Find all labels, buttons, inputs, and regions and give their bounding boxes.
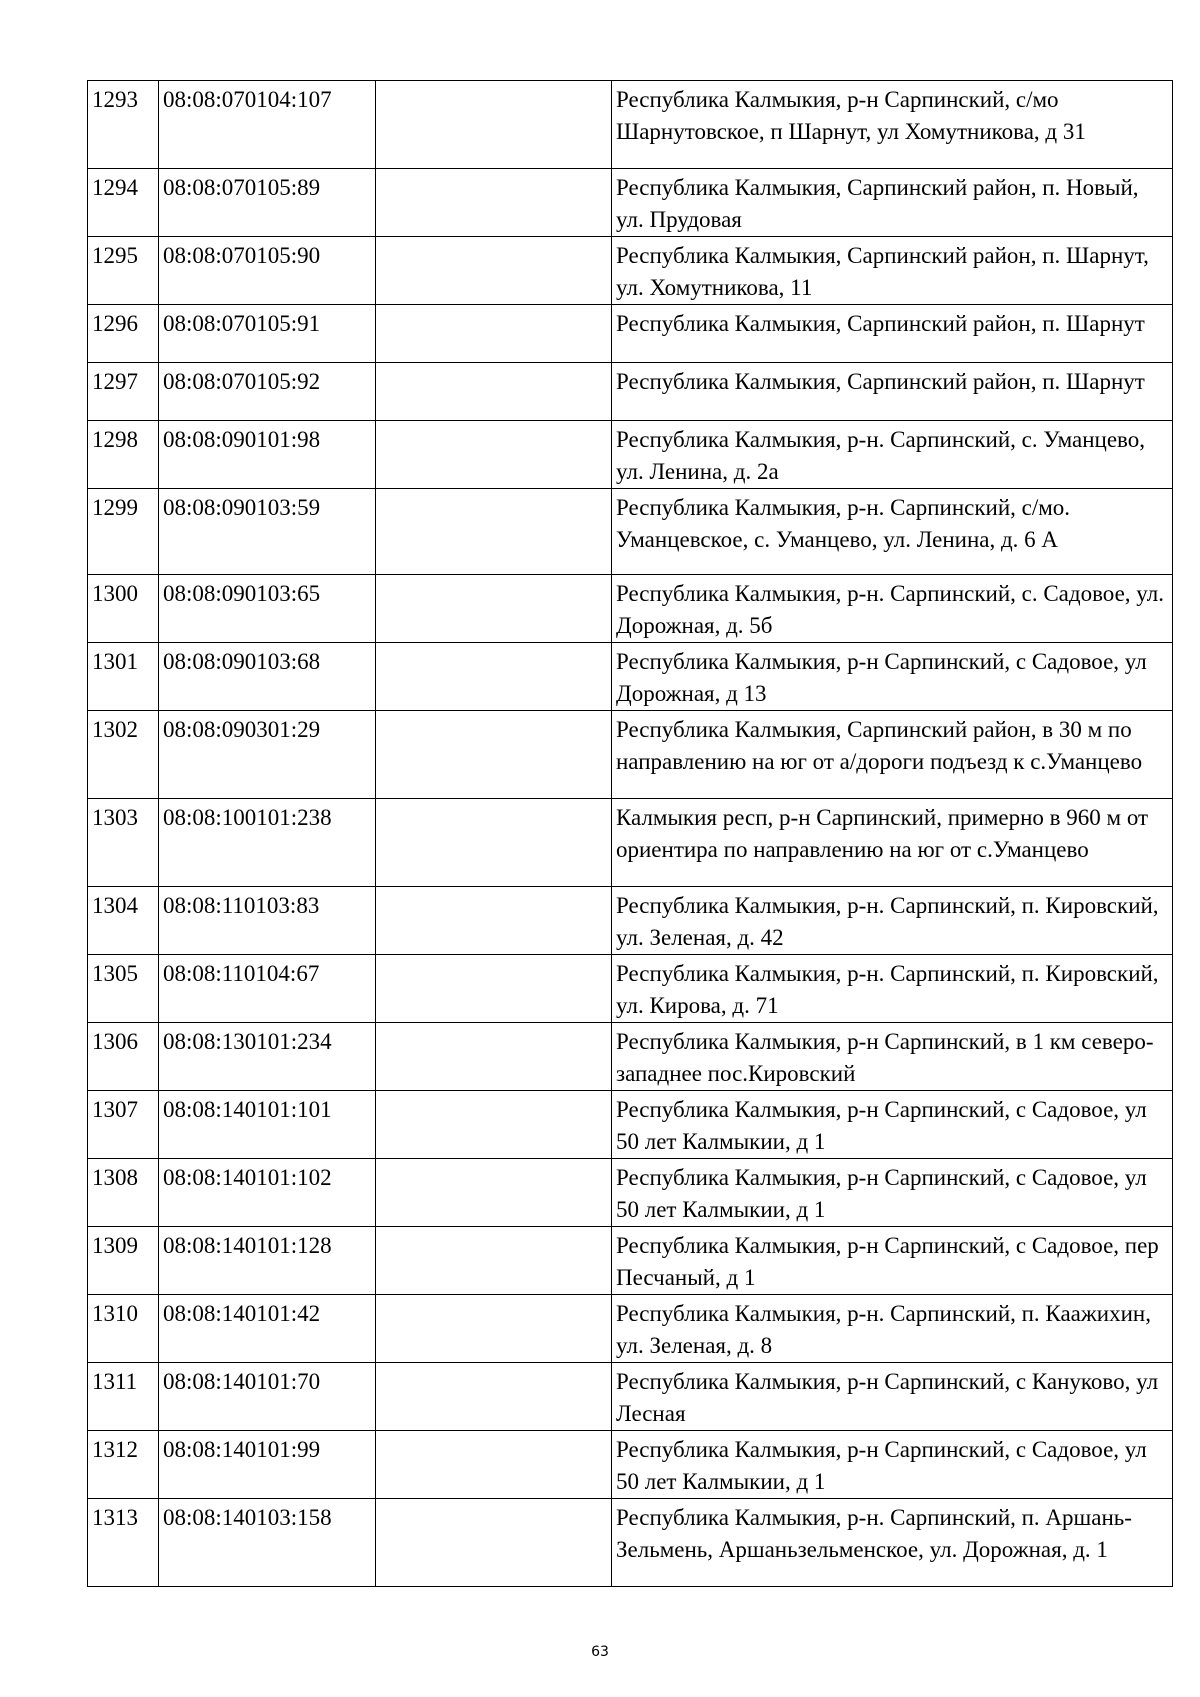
cadastral-number-cell: 08:08:140101:99 xyxy=(159,1431,376,1499)
table-row xyxy=(88,1499,1173,1587)
table-row xyxy=(88,1363,1173,1431)
address-cell: Республика Калмыкия, р-н Сарпинский, в 1 км северо-западнее пос.Кировский xyxy=(612,1023,1173,1091)
cadastral-number-cell: 08:08:090103:68 xyxy=(159,643,376,711)
table-row xyxy=(88,1295,1173,1363)
row-number-cell: 1313 xyxy=(88,1499,159,1587)
table-row xyxy=(88,1227,1173,1295)
cadastral-number-cell: 08:08:140103:158 xyxy=(159,1499,376,1587)
empty-cell xyxy=(376,711,612,799)
address-cell: Республика Калмыкия, р-н. Сарпинский, с. Садовое, ул. Дорожная, д. 5б xyxy=(612,575,1173,643)
table-row xyxy=(88,887,1173,955)
empty-cell xyxy=(376,363,612,421)
address-cell: Республика Калмыкия, р-н. Сарпинский, п. Каажихин, ул. Зеленая, д. 8 xyxy=(612,1295,1173,1363)
cadastral-number-cell: 08:08:100101:238 xyxy=(159,799,376,887)
cadastral-number-cell: 08:08:140101:42 xyxy=(159,1295,376,1363)
table-row xyxy=(88,81,1173,169)
address-cell: Республика Калмыкия, р-н. Сарпинский, с. Уманцево, ул. Ленина, д. 2а xyxy=(612,421,1173,489)
address-cell: Республика Калмыкия, Сарпинский район, п. Шарнут, ул. Хомутникова, 11 xyxy=(612,237,1173,305)
empty-cell xyxy=(376,955,612,1023)
address-cell: Калмыкия респ, р-н Сарпинский, примерно в 960 м от ориентира по направлению на юг от с.Уманцево xyxy=(612,799,1173,887)
empty-cell xyxy=(376,237,612,305)
row-number-cell: 1302 xyxy=(88,711,159,799)
registry-table xyxy=(87,80,1173,1587)
row-number-cell: 1301 xyxy=(88,643,159,711)
address-cell: Республика Калмыкия, р-н. Сарпинский, п. Кировский, ул. Кирова, д. 71 xyxy=(612,955,1173,1023)
address-cell: Республика Калмыкия, Сарпинский район, п. Шарнут xyxy=(612,363,1173,421)
address-cell: Республика Калмыкия, р-н Сарпинский, с Садовое, ул 50 лет Калмыкии, д 1 xyxy=(612,1091,1173,1159)
address-cell: Республика Калмыкия, Сарпинский район, п. Новый, ул. Прудовая xyxy=(612,169,1173,237)
table-row xyxy=(88,489,1173,575)
row-number-cell: 1299 xyxy=(88,489,159,575)
cadastral-number-cell: 08:08:090301:29 xyxy=(159,711,376,799)
cadastral-number-cell: 08:08:090103:59 xyxy=(159,489,376,575)
cadastral-number-cell: 08:08:070104:107 xyxy=(159,81,376,169)
table-row xyxy=(88,643,1173,711)
address-cell: Республика Калмыкия, Сарпинский район, в 30 м по направлению на юг от а/дороги подъезд к с.Уманцево xyxy=(612,711,1173,799)
table-row xyxy=(88,1023,1173,1091)
empty-cell xyxy=(376,305,612,363)
empty-cell xyxy=(376,489,612,575)
cadastral-number-cell: 08:08:110103:83 xyxy=(159,887,376,955)
table-row xyxy=(88,575,1173,643)
empty-cell xyxy=(376,1431,612,1499)
address-cell: Республика Калмыкия, р-н Сарпинский, с Садовое, ул 50 лет Калмыкии, д 1 xyxy=(612,1431,1173,1499)
table-row xyxy=(88,1159,1173,1227)
empty-cell xyxy=(376,421,612,489)
address-cell: Республика Калмыкия, р-н Сарпинский, с Садовое, пер Песчаный, д 1 xyxy=(612,1227,1173,1295)
address-cell: Республика Калмыкия, р-н Сарпинский, с Садовое, ул 50 лет Калмыкии, д 1 xyxy=(612,1159,1173,1227)
empty-cell xyxy=(376,1159,612,1227)
address-cell: Республика Калмыкия, Сарпинский район, п. Шарнут xyxy=(612,305,1173,363)
table-row xyxy=(88,1091,1173,1159)
row-number-cell: 1295 xyxy=(88,237,159,305)
cadastral-number-cell: 08:08:130101:234 xyxy=(159,1023,376,1091)
table-row xyxy=(88,237,1173,305)
cadastral-number-cell: 08:08:070105:90 xyxy=(159,237,376,305)
row-number-cell: 1298 xyxy=(88,421,159,489)
address-cell: Республика Калмыкия, р-н. Сарпинский, с/мо. Уманцевское, с. Уманцево, ул. Ленина, д. 6 А xyxy=(612,489,1173,575)
table-row xyxy=(88,955,1173,1023)
empty-cell xyxy=(376,799,612,887)
address-cell: Республика Калмыкия, р-н. Сарпинский, п. Аршань-Зельмень, Аршаньзельменское, ул. Дорожная, д. 1 xyxy=(612,1499,1173,1587)
row-number-cell: 1303 xyxy=(88,799,159,887)
empty-cell xyxy=(376,1295,612,1363)
cadastral-number-cell: 08:08:140101:70 xyxy=(159,1363,376,1431)
row-number-cell: 1293 xyxy=(88,81,159,169)
table-row xyxy=(88,169,1173,237)
cadastral-number-cell: 08:08:140101:101 xyxy=(159,1091,376,1159)
address-cell: Республика Калмыкия, р-н Сарпинский, с Садовое, ул Дорожная, д 13 xyxy=(612,643,1173,711)
empty-cell xyxy=(376,1363,612,1431)
cadastral-number-cell: 08:08:070105:89 xyxy=(159,169,376,237)
row-number-cell: 1311 xyxy=(88,1363,159,1431)
row-number-cell: 1310 xyxy=(88,1295,159,1363)
table-row xyxy=(88,305,1173,363)
registry-table-body xyxy=(88,81,1173,1587)
row-number-cell: 1304 xyxy=(88,887,159,955)
empty-cell xyxy=(376,575,612,643)
row-number-cell: 1296 xyxy=(88,305,159,363)
empty-cell xyxy=(376,1023,612,1091)
table-row xyxy=(88,1431,1173,1499)
empty-cell xyxy=(376,1499,612,1587)
row-number-cell: 1312 xyxy=(88,1431,159,1499)
empty-cell xyxy=(376,887,612,955)
cadastral-number-cell: 08:08:090103:65 xyxy=(159,575,376,643)
cadastral-number-cell: 08:08:140101:102 xyxy=(159,1159,376,1227)
row-number-cell: 1294 xyxy=(88,169,159,237)
address-cell: Республика Калмыкия, р-н Сарпинский, с/мо Шарнутовское, п Шарнут, ул Хомутникова, д 31 xyxy=(612,81,1173,169)
row-number-cell: 1309 xyxy=(88,1227,159,1295)
empty-cell xyxy=(376,81,612,169)
address-cell: Республика Калмыкия, р-н Сарпинский, с Кануково, ул Лесная xyxy=(612,1363,1173,1431)
empty-cell xyxy=(376,643,612,711)
row-number-cell: 1306 xyxy=(88,1023,159,1091)
table-row xyxy=(88,799,1173,887)
cadastral-number-cell: 08:08:140101:128 xyxy=(159,1227,376,1295)
empty-cell xyxy=(376,169,612,237)
page-number: 63 xyxy=(591,1644,609,1660)
table-row xyxy=(88,711,1173,799)
table-row xyxy=(88,363,1173,421)
row-number-cell: 1297 xyxy=(88,363,159,421)
row-number-cell: 1300 xyxy=(88,575,159,643)
cadastral-number-cell: 08:08:070105:92 xyxy=(159,363,376,421)
cadastral-number-cell: 08:08:070105:91 xyxy=(159,305,376,363)
row-number-cell: 1308 xyxy=(88,1159,159,1227)
row-number-cell: 1305 xyxy=(88,955,159,1023)
cadastral-number-cell: 08:08:110104:67 xyxy=(159,955,376,1023)
cadastral-number-cell: 08:08:090101:98 xyxy=(159,421,376,489)
address-cell: Республика Калмыкия, р-н. Сарпинский, п. Кировский, ул. Зеленая, д. 42 xyxy=(612,887,1173,955)
empty-cell xyxy=(376,1091,612,1159)
empty-cell xyxy=(376,1227,612,1295)
row-number-cell: 1307 xyxy=(88,1091,159,1159)
table-row xyxy=(88,421,1173,489)
